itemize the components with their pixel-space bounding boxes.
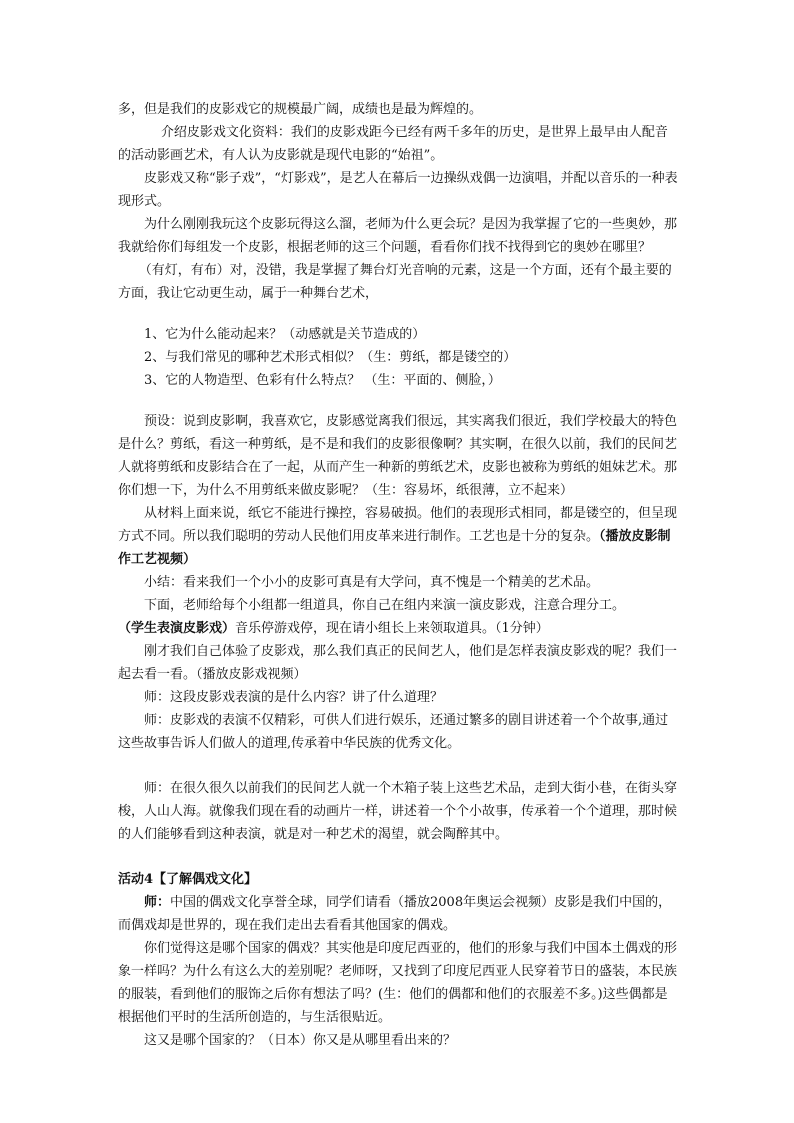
paragraph-intro-culture: 介绍皮影戏文化资料：我们的皮影戏距今已经有两千多年的历史，是世界上最早由人配音的活动影画艺术，有人认为皮影就是现代电影的“始祖”。 xyxy=(118,125,668,163)
paragraph-puppet-intro: 师：中国的偶戏文化享誉全球，同学们请看（播放2008年奥运会视频）皮影是我们中国的，而偶戏却是世界的，现在我们走出去看看其他国家的偶戏。 xyxy=(118,895,672,933)
question-item: 3、它的人物造型、色彩有什么特点？ （生：平面的、侧脸，） xyxy=(144,373,501,388)
paragraph-material: 从材料上面来说，纸它不能进行操控，容易破损。他们的表现形式相同，都是镂空的，但呈现方式不同。所以我们聪明的劳动人民他们用皮革来进行制作。工艺也是十分的复杂。（播放皮影制作工艺视频） xyxy=(118,506,678,567)
paragraph-teacher-history: 师：在很久很久以前我们的民间艺人就一个木箱子装上这些艺术品，走到大街小巷，在街头穿梭，人山人海。就像我们现在看的动画片一样，讲述着一个个小故事，传承着一个个道理，那时候的人们能够看到这种表演，就是对一种艺术的渴望，就会陶醉其中。 xyxy=(118,781,678,842)
spacer xyxy=(118,846,680,868)
question-item: 2、与我们常见的哪种艺术形式相似？（生：剪纸，都是镂空的） xyxy=(144,350,517,365)
spacer xyxy=(118,305,680,323)
paragraph-shadow-play-names: 皮影戏又称“影子戏”，“灯影戏”，是艺人在幕后一边操纵戏偶一边演唱，并配以音乐的一种表现形式。 xyxy=(118,171,678,209)
activity-heading: 活动4【了解偶戏文化】 xyxy=(118,872,258,887)
paragraph-group-props: 下面，老师给每个小组都一组道具，你自己在组内来演一演皮影戏，注意合理分工。 xyxy=(144,598,626,613)
paragraph-teacher-explain: 师：皮影戏的表演不仅精彩，可供人们进行娱乐，还通过繁多的剧目讲述着一个个故事,通过这些故事告诉人们做人的道理,传承着中华民族的优秀文化。 xyxy=(118,713,669,751)
paragraph-student-performance: （学生表演皮影戏）音乐停游戏停，现在请小组长上来领取道具。（1分钟） xyxy=(118,621,549,636)
paragraph-indonesia: 你们觉得这是哪个国家的偶戏？其实他是印度尼西亚的，他们的形象与我们中国本土偶戏的形象一样吗？为什么有这么大的差别呢？老师呀，又找到了印度尼西亚人民穿着节日的盛装，本民族的服装，看到他们的服饰之后你有想法了吗？(生：他们的偶都和他们的衣服差不多。)这些偶都是根据他们平时的生活所创造的，与生活很贴近。 xyxy=(118,941,678,1025)
paragraph-preset: 预设：说到皮影啊，我喜欢它，皮影感觉离我们很远，其实离我们很近，我们学校最大的特色是什么？剪纸，看这一种剪纸，是不是和我们的皮影很像啊？其实啊，在很久以前，我们的民间艺人就将剪纸和皮影结合在了一起，从而产生一种新的剪纸艺术，皮影也被称为剪纸的姐妹艺术。那你们想一下，为什么不用剪纸来做皮影呢？（生：容易坏，纸很薄，立不起来） xyxy=(118,414,678,498)
document-page xyxy=(118,98,680,1052)
paragraph-japan: 这又是哪个国家的？（日本）你又是从哪里看出来的？ xyxy=(144,1033,457,1048)
question-item: 1、它为什么能动起来？（动感就是关节造成的） xyxy=(144,327,426,342)
paragraph-teacher-question: 师：这段皮影戏表演的是什么内容？讲了什么道理？ xyxy=(144,690,444,705)
question-list xyxy=(118,323,680,392)
paragraph-folk-artists: 刚才我们自己体验了皮影戏，那么我们真正的民间艺人，他们是怎样表演皮影戏的呢？我们一起去看一看。（播放皮影戏视频） xyxy=(118,644,678,682)
spacer xyxy=(118,392,680,410)
spacer xyxy=(118,755,680,777)
performance-note: （学生表演皮影戏） xyxy=(118,621,236,636)
paragraph-scale: 多，但是我们的皮影戏它的规模最广阔，成绩也是最为辉煌的。 xyxy=(118,102,483,117)
paragraph-lights-cloth: （有灯，有布）对，没错，我是掌握了舞台灯光音响的元素，这是一个方面，还有个最主要的方面，我让它动更生动，属于一种舞台艺术， xyxy=(118,263,672,301)
paragraph-why-play: 为什么刚刚我玩这个皮影玩得这么溜，老师为什么更会玩？是因为我掌握了它的一些奥妙，那我就给你们每组发一个皮影，根据老师的这三个问题，看看你们找不找得到它的奥妙在哪里？ xyxy=(118,217,678,255)
paragraph-summary: 小结：看来我们一个小小的皮影可真是有大学问，真不愧是一个精美的艺术品。 xyxy=(144,575,600,590)
video-note-craft: （播放皮影制作工艺视频） xyxy=(118,529,671,567)
